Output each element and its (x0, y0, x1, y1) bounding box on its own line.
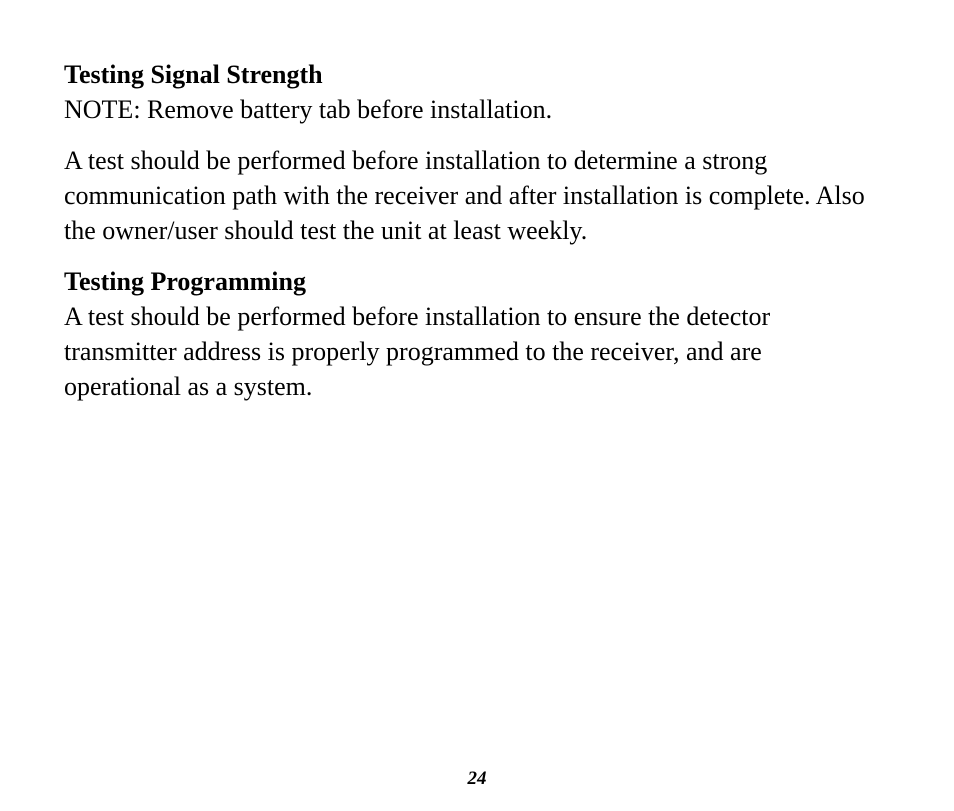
page-number: 24 (467, 768, 487, 789)
section-testing-signal-strength (64, 57, 884, 248)
section-heading: Testing Programming (64, 267, 306, 296)
note-paragraph: NOTE: Remove battery tab before installation. (64, 95, 553, 124)
section-heading: Testing Signal Strength (64, 60, 323, 89)
body-paragraph: A test should be performed before installation to determine a strong communication path with the receiver and after installation is complete. Also the owner/user should test the unit at least weekly. (64, 146, 865, 245)
document-body (64, 57, 884, 404)
section-testing-programming (64, 264, 884, 404)
body-paragraph: A test should be performed before installation to ensure the detector transmitter address is properly programmed to the receiver, and are operational as a system. (64, 302, 771, 401)
